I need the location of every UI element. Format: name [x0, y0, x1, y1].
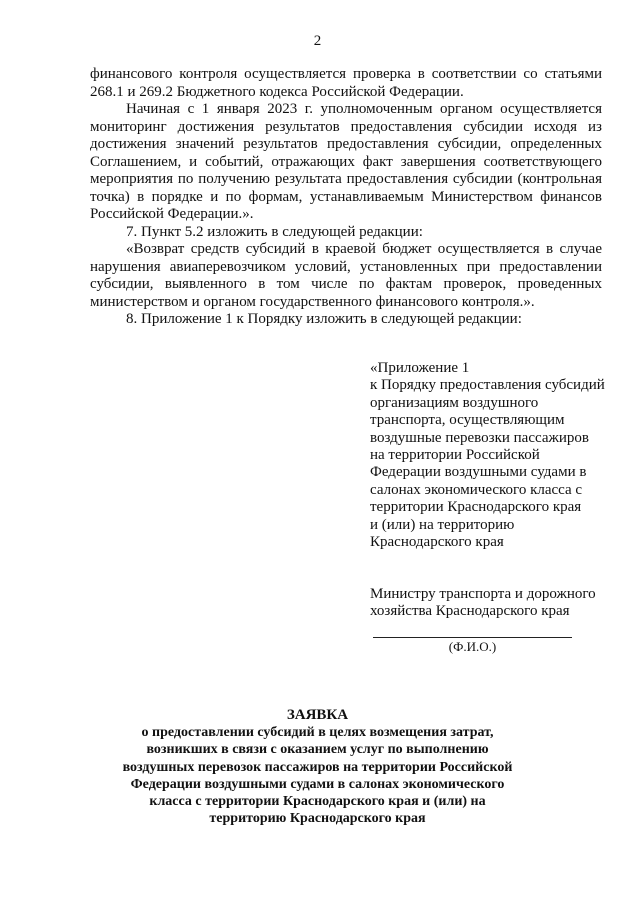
request-title: ЗАЯВКА: [286, 707, 349, 723]
appendix-line: организациям воздушного: [370, 394, 539, 411]
paragraph-monitoring: Начиная с 1 января 2023 г. уполномоченным органом осуществляется мониторинг достижения результатов предоставления субсидии исходя из достижения значений результатов предоставления субсидии, определенных Соглашением, и событий, отражающих факт завершения соответствующего мероприятия по получению результата предоставления субсидии (контрольная точка) в порядке и по формам, устанавливаемым Министерством финансов Российской Федерации.».: [90, 101, 602, 222]
recipient-line: хозяйства Краснодарского края: [370, 603, 570, 620]
appendix-heading-block: [370, 360, 620, 551]
appendix-line: на территории Российской: [370, 447, 540, 464]
appendix-line: Федерации воздушными судами в: [370, 464, 587, 481]
appendix-line: «Приложение 1: [370, 360, 470, 376]
recipient-line: Министру транспорта и дорожного: [370, 586, 596, 602]
paragraph-refund: «Возврат средств субсидий в краевой бюджет осуществляется в случае нарушения авиаперевозчиком условий, установленных при предоставлении субсидии, выявленного в том числе по фактам проверок, проведенных министерством и органом государственного финансового контроля.».: [90, 241, 602, 310]
page-number: 2: [313, 33, 322, 49]
paragraph-item-7: 7. Пункт 5.2 изложить в следующей редакции:: [126, 223, 423, 240]
body-text: [90, 66, 602, 329]
request-subtitle-line: о предоставлении субсидий в целях возмещения затрат,: [141, 725, 494, 740]
recipient-block: [370, 586, 620, 621]
paragraph-financial-control: финансового контроля осуществляется проверка в соответствии со статьями 268.1 и 269.2 Бюджетного кодекса Российской Федерации.: [90, 66, 602, 100]
paragraph-item-8: 8. Приложение 1 к Порядку изложить в следующей редакции:: [126, 311, 522, 327]
appendix-line: Краснодарского края: [370, 534, 504, 551]
request-subtitle-line: возникших в связи с оказанием услуг по выполнению: [146, 742, 489, 758]
request-subtitle-line: Федерации воздушными судами в салонах экономического: [130, 776, 505, 792]
appendix-line: территории Краснодарского края: [370, 499, 582, 516]
request-subtitle-line: класса с территории Краснодарского края и (или) на: [149, 794, 486, 810]
appendix-line: салонах экономического класса с: [370, 481, 583, 498]
request-subtitle-line: территорию Краснодарского края: [209, 811, 426, 827]
fio-label: (Ф.И.О.): [448, 639, 497, 654]
request-subtitle-line: воздушных перевозок пассажиров на территории Российской: [122, 759, 513, 775]
appendix-line: и (или) на территорию: [370, 516, 515, 533]
appendix-line: транспорта, осуществляющим: [370, 412, 565, 429]
appendix-line: воздушные перевозки пассажиров: [370, 429, 589, 446]
appendix-line: к Порядку предоставления субсидий: [370, 377, 605, 394]
name-underline: [373, 637, 572, 638]
request-subtitle: [0, 724, 635, 828]
